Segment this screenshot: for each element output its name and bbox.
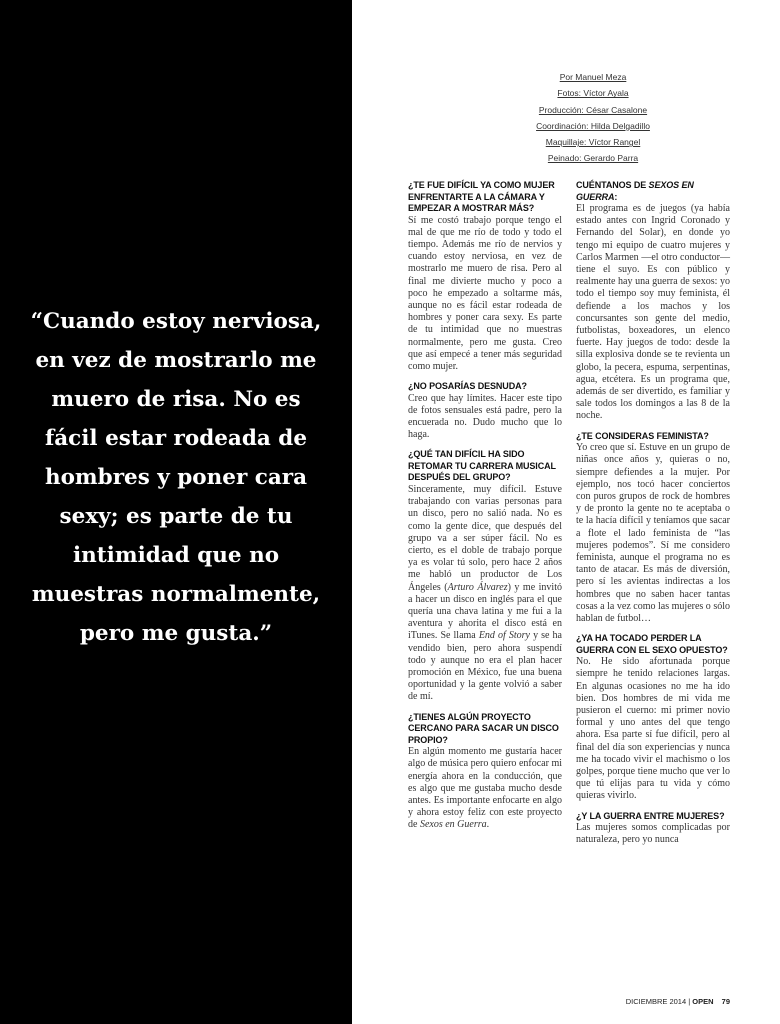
interview-answer: [408, 484, 562, 704]
issue-date: DICIEMBRE 2014: [625, 997, 687, 1006]
album-title: End of Story: [478, 630, 530, 642]
magazine-brand: OPEN: [692, 997, 714, 1006]
credit-photos: Fotos: Víctor Ayala: [557, 88, 629, 99]
answer-text: En algún momento me gustaría hacer algo de música pero quiero enfocar mi energía ahora en la conducción, que es algo que me gustaba mucho desde antes. Es importante enfocarte en algo y ahora estoy feliz con este proyecto de: [408, 746, 562, 831]
answer-text: Sinceramente, muy difícil. Estuve trabajando con varias personas para un disco, pero no salió nada. No es como la gente dice, que después del grupo va a ser súper fácil. No es cierto, es el doble de trabajo porque ya es volar tú solo, pero hace 2 años me habló un productor de Los Ángeles (: [408, 483, 562, 593]
credit-makeup: Maquillaje: Víctor Rangel: [545, 137, 641, 148]
answer-text: y se ha vendido bien, pero ahora suspendí todo y aunque no era el plan hacer promoción en México, fue una buena oportunidad y la gente volvió a saber de mí.: [408, 630, 562, 703]
credit-hair: Peinado: Gerardo Parra: [547, 153, 639, 164]
credits: [468, 69, 718, 167]
interview-answer: Yo creo que sí. Estuve en un grupo de niñas once años y, quieras o no, siempre defiendes a la mujer. Por ejemplo, nos tocó hacer conciertos con puros grupos de rock de hombres y de pronto la gente no te aceptaba o te la hacía difícil y teníamos que sacar a flote el lado feminista de “las mujeres podemos”. Sí me considero feminista, aunque el programa no es tanto de atacar. Es más de diversión, pero sí les avientas indirectas a los hombres que no saben hacer tantas cosas a la vez como las mujeres o sólo hablan de futbol…: [576, 442, 730, 624]
article-column-left: [408, 180, 562, 840]
interview-question: ¿QUÉ TAN DIFÍCIL HA SIDO RETOMAR TU CARRERA MUSICAL DESPUÉS DEL GRUPO?: [408, 449, 556, 483]
interview-answer: No. He sido afortunada porque siempre he tenido relaciones largas. En algunas ocasiones no me ha ido bien. Dos hombres de mi vida me pusieron el cuerno: mi primer novio formal y uno antes del que tengo ahora. Esa parte sí fue difícil, pero al final del día son experiencias y nunca me ha tocado vivir el machismo o los golpes, porque tiene mucho que ver lo que tú elijas para tu vida y cómo quieras vivirlo.: [576, 656, 730, 802]
credit-author: Por Manuel Meza: [559, 72, 627, 82]
interview-answer: El programa es de juegos (ya había estado antes con Ingrid Coronado y Fernando del Solar), en donde yo tengo mi equipo de cuatro mujeres y Carlos Marmen —el otro conductor— tiene el suyo. Es con público y realmente hay una guerra de sexos: yo todo el tiempo soy muy feminista, él defiende a los machos y los concursantes son gente del medio, futbolistas, boxeadores, un elenco fuerte. Hay juegos de todo: desde la silla explosiva donde se te revienta un globo, la pecera, espuma, serpentinas, agua, etcétera. Es un programa que, además de ser divertido, es familiar y sale todos los domingos a las 8 de la noche.: [576, 203, 730, 422]
article-column-right: [576, 180, 730, 855]
page-footer: [600, 997, 730, 1006]
credit-production: Producción: César Casalone: [538, 104, 648, 115]
page-number: 79: [721, 997, 730, 1006]
credit-coordination: Coordinación: Hilda Delgadillo: [536, 120, 650, 131]
pull-quote: “Cuando estoy nerviosa, en vez de mostrarlo me muero de risa. No es fácil estar rodeada de hombres y poner cara sexy; es parte de tu intimidad que no muestras normalmente, pero me gusta.”: [30, 309, 322, 646]
interview-question: ¿TIENES ALGÚN PROYECTO CERCANO PARA SACAR UN DISCO PROPIO?: [408, 711, 559, 745]
quote-panel: [0, 0, 352, 1024]
interview-question: [576, 180, 730, 203]
producer-name: Arturo Álvarez: [447, 581, 508, 593]
question-text: :: [614, 191, 618, 202]
interview-question: ¿TE FUE DIFÍCIL YA COMO MUJER ENFRENTARTE A LA CÁMARA Y EMPEZAR A MOSTRAR MÁS?: [408, 180, 555, 213]
interview-answer: Sí me costó trabajo porque tengo el mal de que me río de todo y todo el tiempo. Además me río de nervios y cuando estoy nerviosa, en vez de mostrarlo me muero de risa. Pero al final me divierte mucho y poco a poco he empezado a soltarme más, aunque no es fácil estar rodeada de hombres y poner cara sexy. Es parte de tu intimidad que no muestras normalmente, pero me gusta. Creo que así empecé a tener más seguridad como mujer.: [408, 214, 562, 372]
footer-separator: |: [688, 997, 691, 1006]
interview-answer: Las mujeres somos complicadas por naturaleza, pero yo nunca: [576, 822, 730, 846]
interview-question: ¿NO POSARÍAS DESNUDA?: [408, 381, 527, 392]
question-text: CUÉNTANOS DE: [576, 180, 649, 190]
interview-answer: Creo que hay límites. Hacer este tipo de fotos sensuales está padre, pero la encuerada no. Dudo mucho que lo haga.: [408, 392, 562, 441]
answer-text: ) y me invitó a hacer un disco en inglés para el que quería una chava latina y me fui a la aventura y ahorita el disco está en iTunes. Se llama: [408, 581, 562, 642]
interview-question: ¿Y LA GUERRA ENTRE MUJERES?: [576, 810, 725, 821]
answer-text: .: [486, 819, 490, 831]
interview-question: ¿YA HA TOCADO PERDER LA GUERRA CON EL SEXO OPUESTO?: [576, 633, 728, 655]
show-title: SEXOS EN GUERRA: [576, 180, 694, 202]
interview-answer: [408, 746, 562, 831]
show-title: Sexos en Guerra: [419, 819, 487, 831]
interview-question: ¿TE CONSIDERAS FEMINISTA?: [576, 430, 709, 441]
